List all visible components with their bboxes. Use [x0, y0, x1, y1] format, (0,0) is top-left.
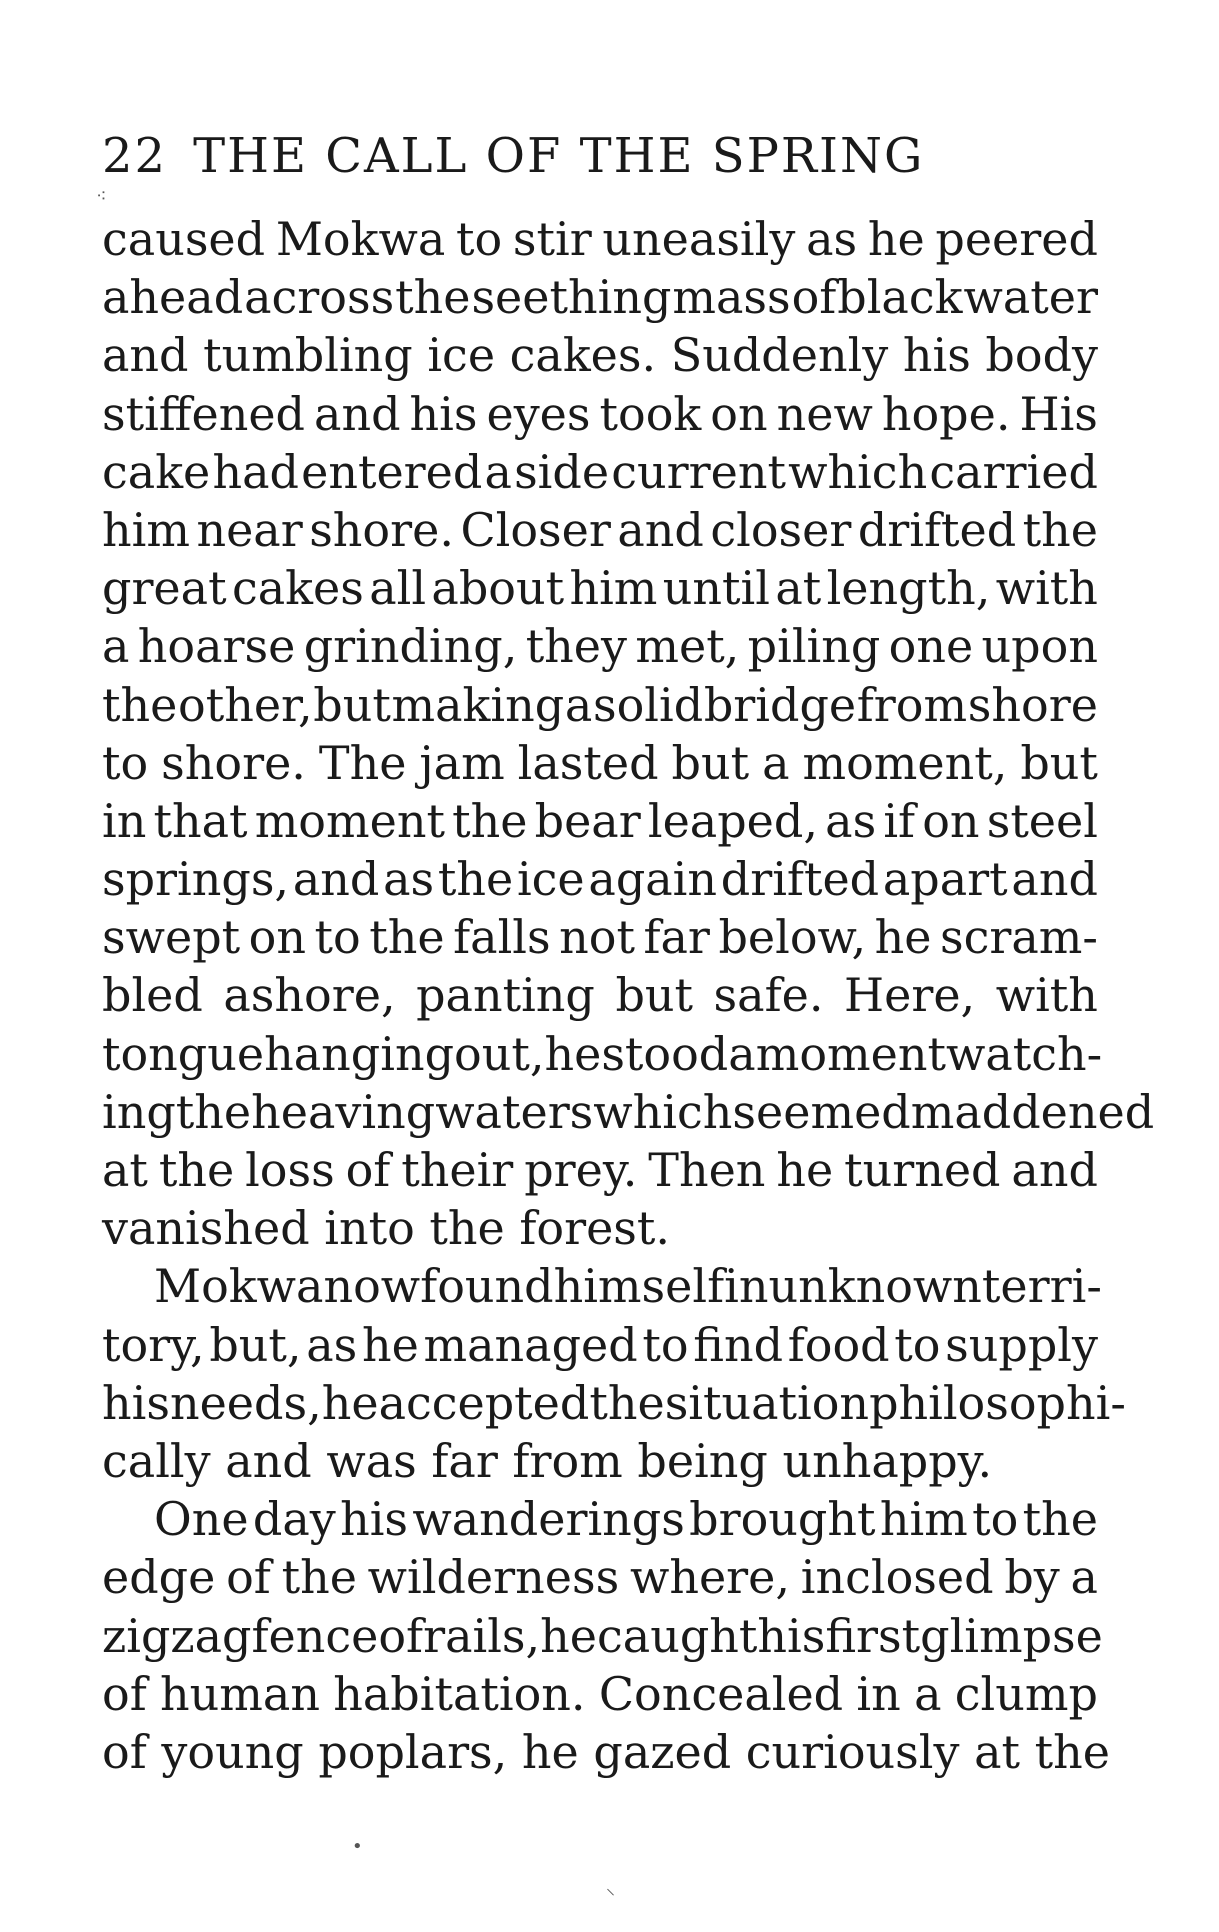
text-line: vanished into the forest.: [102, 1201, 671, 1256]
paragraph: [102, 1490, 1110, 1781]
text-line: cally and was far from being unhappy.: [102, 1433, 993, 1488]
text-line: Mokwa now found himself in unknown terri-: [154, 1259, 1102, 1314]
ink-speck: ⸜: [606, 1878, 615, 1899]
text-line: at the loss of their prey. Then he turned and: [102, 1143, 1098, 1197]
text-line: bled ashore, panting but safe. Here, with: [102, 968, 1098, 1023]
text-line: tongue hanging out, he stood a moment watch-: [102, 1026, 1103, 1081]
text-line: swept on to the falls not far below, he scram-: [102, 910, 1098, 965]
paragraph: [102, 1257, 1126, 1490]
text-line: of human habitation. Concealed in a clump: [102, 1666, 1098, 1721]
text-line: stiffened and his eyes took on new hope. His: [102, 386, 1098, 441]
page-number: 22: [102, 128, 168, 184]
text-line: of young poplars, he gazed curiously at the: [102, 1724, 1110, 1779]
running-header: [102, 128, 924, 184]
text-line: a hoarse grinding, they met, piling one upon: [102, 619, 1098, 674]
text-line: in that moment the bear leaped, as if on steel: [102, 793, 1098, 848]
text-line: One day his wanderings brought him to the: [154, 1492, 1098, 1547]
text-line: great cakes all about him until at length, with: [102, 561, 1098, 616]
text-line: him near shore. Closer and closer drifted the: [102, 502, 1098, 557]
text-line: the other, but making a solid bridge from shore: [102, 677, 1098, 732]
text-line: ahead across the seething mass of black water: [102, 270, 1098, 325]
text-line: caused Mokwa to stir uneasily as he peered: [102, 212, 1098, 266]
text-line: ing the heaving waters which seemed maddened: [102, 1084, 1155, 1139]
ink-speck: ⁖: [96, 186, 107, 207]
text-line: and tumbling ice cakes. Suddenly his body: [102, 328, 1098, 383]
text-line: cake had entered a side current which carried: [102, 444, 1098, 499]
ink-speck: •: [352, 1836, 363, 1857]
text-line: tory, but, as he managed to find food to supply: [102, 1317, 1098, 1372]
text-line: springs, and as the ice again drifted apart and: [102, 852, 1098, 907]
running-title: THE CALL OF THE SPRING: [193, 128, 925, 184]
text-line: edge of the wilderness where, inclosed by a: [102, 1550, 1098, 1605]
text-line: to shore. The jam lasted but a moment, but: [102, 735, 1098, 790]
paragraph: [102, 210, 1155, 1257]
text-line: zigzag fence of rails, he caught his first glimpse: [102, 1608, 1103, 1663]
text-line: his needs, he accepted the situation philosophi-: [102, 1375, 1126, 1430]
body-text: [102, 210, 1155, 1781]
